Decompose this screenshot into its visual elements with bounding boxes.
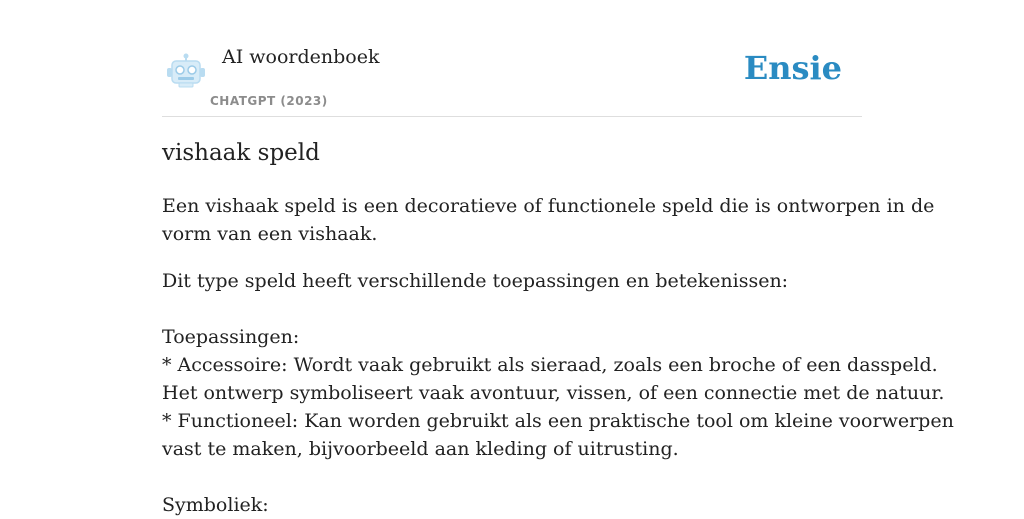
applications-line: * Accessoire: Wordt vaak gebruikt als sieraad, zoals een broche of een dasspeld. bbox=[162, 354, 938, 376]
applications-heading: Toepassingen: bbox=[162, 326, 300, 348]
source-name[interactable]: AI woordenboek bbox=[222, 46, 380, 68]
definition-line: vorm van een vishaak. bbox=[162, 223, 378, 245]
definition-paragraph bbox=[162, 192, 935, 248]
definition-line: Een vishaak speld is een decoratieve of functionele speld die is ontworpen in de bbox=[162, 195, 935, 217]
intro-paragraph: Dit type speld heeft verschillende toepassingen en betekenissen: bbox=[162, 270, 789, 292]
symbolism-heading: Symboliek: bbox=[162, 494, 269, 516]
page bbox=[162, 0, 954, 516]
source-subtitle: CHATGPT (2023) bbox=[210, 94, 328, 108]
robot-icon bbox=[166, 53, 206, 89]
entry-word: vishaak speld bbox=[162, 140, 320, 166]
applications-section bbox=[162, 323, 954, 463]
ensie-logo[interactable]: Ensie bbox=[743, 49, 842, 87]
applications-line: * Functioneel: Kan worden gebruikt als een praktische tool om kleine voorwerpen bbox=[162, 410, 954, 432]
applications-line: vast te maken, bijvoorbeeld aan kleding of uitrusting. bbox=[162, 438, 679, 460]
source-header bbox=[162, 0, 862, 117]
applications-line: Het ontwerp symboliseert vaak avontuur, vissen, of een connectie met de natuur. bbox=[162, 382, 945, 404]
